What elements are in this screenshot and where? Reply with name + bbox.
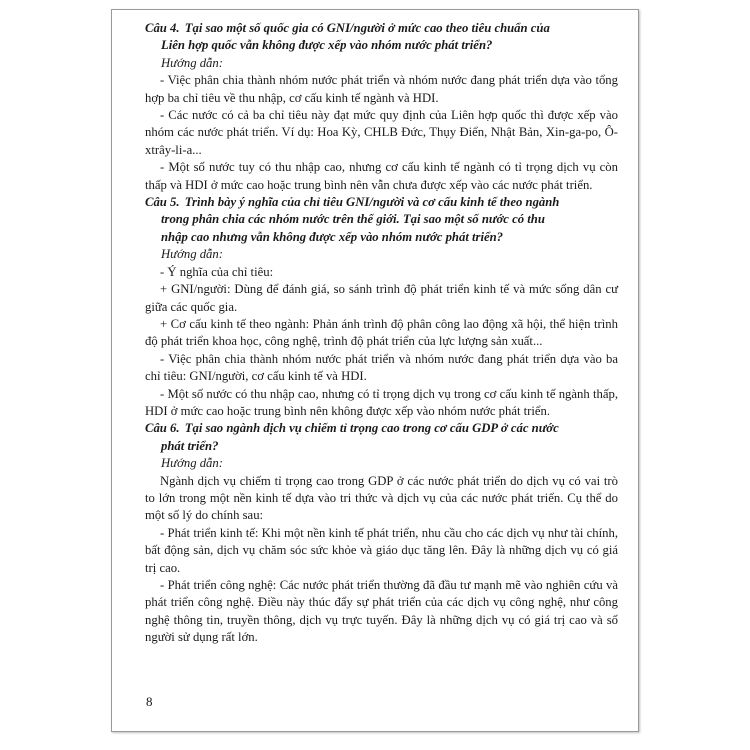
question-text: Tại sao ngành dịch vụ chiếm tỉ trọng cao trong cơ cấu GDP ở các nước <box>184 421 559 436</box>
guide-label: Hướng dẫn: <box>161 456 223 471</box>
question-6 <box>145 420 618 455</box>
answer-paragraph: - Việc phân chia thành nhóm nước phát triển và nhóm nước đang phát triển dựa vào ba chỉ tiêu: GNI/người, cơ cấu kinh tế và HDI. <box>145 351 618 384</box>
answer-paragraph: Ngành dịch vụ chiếm tỉ trọng cao trong GDP ở các nước phát triển do dịch vụ có vai trò to lớn trong một nền kinh tế dựa vào tri thức và dịch vụ của các nước phát triển. Cụ thể do một số lý do chính sau: <box>145 473 618 523</box>
answer-paragraph: - Một số nước có thu nhập cao, nhưng có tỉ trọng dịch vụ trong cơ cấu kinh tế ngành thấp, HDI ở mức cao hoặc trung bình nên không được xếp vào nhóm nước phát triển. <box>145 386 618 418</box>
question-label: Câu 5. <box>145 195 180 210</box>
guide-label: Hướng dẫn: <box>161 55 223 70</box>
answer-paragraph: - Ý nghĩa của chỉ tiêu: <box>160 264 274 279</box>
question-text: Tại sao một số quốc gia có GNI/người ở mức cao theo tiêu chuẩn của <box>184 21 550 35</box>
question-label: Câu 6. <box>145 421 180 436</box>
answer-paragraph: - Các nước có cả ba chỉ tiêu này đạt mức quy định của Liên hợp quốc thì được xếp vào nhóm các nước phát triển. Ví dụ: Hoa Kỳ, CHLB Đức, Thụy Điển, Nhật Bản, Xin-ga-po, Ô-xtrây-li-a... <box>145 108 618 157</box>
question-text: Trình bày ý nghĩa của chỉ tiêu GNI/người và cơ cấu kinh tế theo ngành <box>184 195 560 210</box>
question-5 <box>145 194 618 246</box>
question-text: phát triển? <box>161 438 219 453</box>
answer-paragraph: - Một số nước tuy có thu nhập cao, nhưng cơ cấu kinh tế ngành có tỉ trọng dịch vụ còn thấp và HDI ở mức cao hoặc trung bình nên vẫn chưa được xếp vào các nước phát triển. <box>145 160 618 192</box>
answer-paragraph: - Phát triển kinh tế: Khi một nền kinh tế phát triển, nhu cầu cho các dịch vụ như tài chính, bất động sản, dịch vụ chăm sóc sức khỏe và giáo dục tăng lên. Đây là những dịch vụ có giá trị cao. <box>145 525 618 575</box>
question-label: Câu 4. <box>145 21 180 35</box>
answer-paragraph: + GNI/người: Dùng để đánh giá, so sánh trình độ phát triển kinh tế và mức sống dân cư giữa các quốc gia. <box>145 282 618 314</box>
answer-paragraph: - Việc phân chia thành nhóm nước phát triển và nhóm nước đang phát triển dựa vào tổng hợp ba chỉ tiêu về thu nhập, cơ cấu kinh tế ngành và HDI. <box>145 73 618 105</box>
question-4 <box>145 20 618 55</box>
answer-paragraph: + Cơ cấu kinh tế theo ngành: Phản ánh trình độ phân công lao động xã hội, thể hiện trình độ phát triển khoa học, công nghệ, trình độ phát triển của lực lượng sản xuất... <box>145 316 618 349</box>
question-text: trong phân chia các nhóm nước trên thế giới. Tại sao một số nước có thu <box>161 212 545 227</box>
question-text: nhập cao nhưng vẫn không được xếp vào nhóm nước phát triển? <box>161 229 504 244</box>
page-number: 8 <box>146 694 153 709</box>
guide-label: Hướng dẫn: <box>161 247 223 262</box>
book-page <box>111 9 639 732</box>
answer-paragraph: - Phát triển công nghệ: Các nước phát triển thường đã đầu tư mạnh mẽ vào nghiên cứu và phát triển công nghệ. Điều này thúc đẩy sự phát triển của các dịch vụ công nghệ, như công nghệ thông tin, truyền thông, dịch vụ trực tuyến. Đây là những dịch vụ có giá trị cao và số người sử dụng rất lớn. <box>145 578 618 645</box>
question-text: Liên hợp quốc vẫn không được xếp vào nhóm nước phát triển? <box>161 38 493 53</box>
